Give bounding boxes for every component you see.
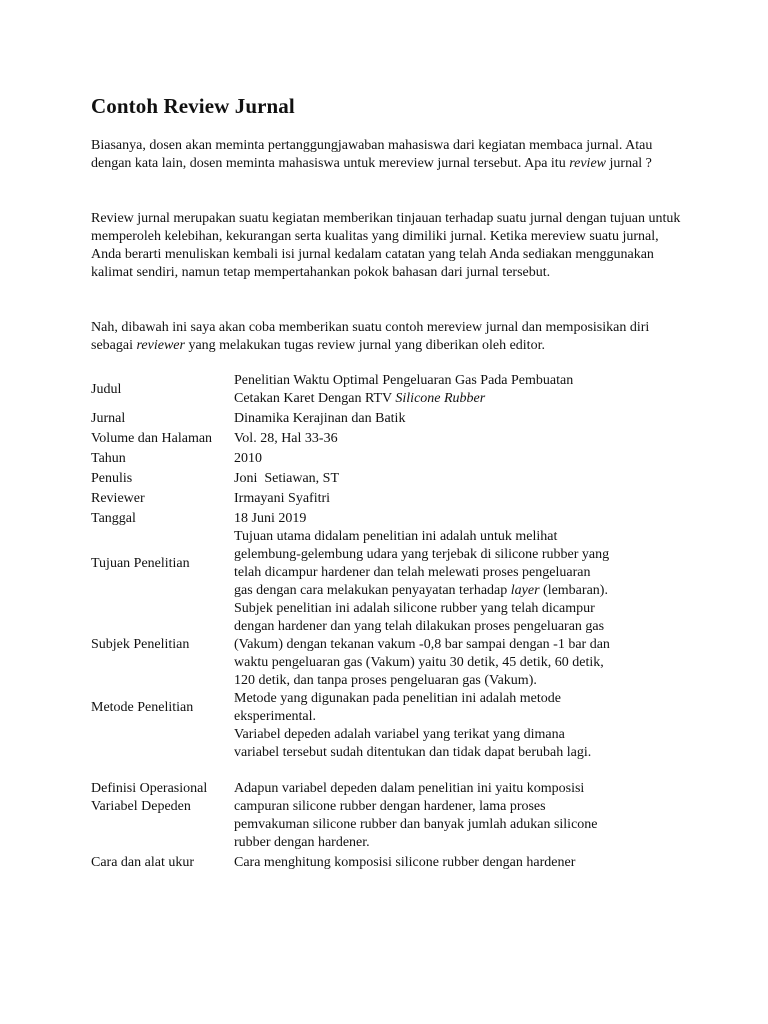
review-table <box>91 372 691 872</box>
row-label: Penulis <box>91 471 133 486</box>
tujuan-text-end: (lembaran). <box>539 583 608 598</box>
row-metode <box>91 690 691 726</box>
row-value: Vol. 28, Hal 33-36 <box>234 431 338 446</box>
row-value <box>234 372 612 408</box>
row-cara <box>91 854 691 872</box>
row-value: Joni Setiawan, ST <box>234 471 339 486</box>
definition-paragraph: Review jurnal merupakan suatu kegiatan memberikan tinjauan terhadap suatu jurnal dengan tujuan untuk memperoleh kelebihan, kekurangan serta kualitas yang dimiliki jurnal. Ketika mereview suatu jurnal, Anda berarti menuliskan kembali isi jurnal kedalam catatan yang telah Anda sediakan menggunakan kalimat sendiri, namun tetap mempertahankan pokok bahasan dari jurnal tersebut. <box>91 211 681 280</box>
row-label: Reviewer <box>91 491 145 506</box>
row-label: Metode Penelitian <box>91 700 194 715</box>
row-subjek <box>91 600 691 690</box>
row-label: Volume dan Halaman <box>91 431 213 446</box>
row-label: Tanggal <box>91 511 136 526</box>
row-label: Judul <box>91 382 122 397</box>
definisi-text: Variabel depeden adalah variabel yang terikat yang dimana variabel tersebut sudah ditentukan dan tidak dapat berubah lagi. <box>234 727 592 760</box>
intro-emphasis: review <box>569 156 607 171</box>
example-paragraph <box>91 319 681 355</box>
intro-text: Biasanya, dosen akan meminta pertanggungjawaban mahasiswa dari kegiatan membaca jurnal. Atau dengan kata lain, dosen meminta mahasiswa untuk mereview jurnal tersebut. Apa itu <box>91 138 653 171</box>
row-value: 2010 <box>234 451 262 466</box>
row-jurnal <box>91 410 691 428</box>
row-tahun <box>91 450 691 468</box>
row-value: Irmayani Syafitri <box>234 491 331 506</box>
row-volume <box>91 430 691 448</box>
row-value: 18 Juni 2019 <box>234 511 307 526</box>
row-value: Cara menghitung komposisi silicone rubber dengan hardener <box>234 855 576 870</box>
row-definisi <box>91 726 691 852</box>
example-text-end: yang melakukan tugas review jurnal yang diberikan oleh editor. <box>184 338 545 353</box>
row-label: Tujuan Penelitian <box>91 556 190 571</box>
row-label: Cara dan alat ukur <box>91 855 195 870</box>
judul-text: Penelitian Waktu Optimal Pengeluaran Gas Pada Pembuatan Cetakan Karet Dengan RTV <box>234 373 574 406</box>
tujuan-emphasis: layer <box>510 583 540 598</box>
definisi-label-2: Variabel Depeden <box>91 799 191 814</box>
judul-emphasis: Silicone Rubber <box>395 391 486 406</box>
intro-paragraph <box>91 137 681 173</box>
row-value: Dinamika Kerajinan dan Batik <box>234 411 406 426</box>
definisi-label-1: Definisi Operasional <box>91 781 208 796</box>
row-judul <box>91 372 691 408</box>
tujuan-text: Tujuan utama didalam penelitian ini adalah untuk melihat gelembung-gelembung udara yang terjebak di silicone rubber yang telah dicampur hardener dan telah melewati proses pengeluaran gas dengan cara melakukan penyayatan terhadap <box>234 529 610 598</box>
row-value: Subjek penelitian ini adalah silicone rubber yang telah dicampur dengan hardener dan yang telah dilakukan proses pengeluaran gas (Vakum) dengan tekanan vakum -0,8 bar sampai dengan -1 bar dan waktu pengeluaran gas (Vakum) yaitu 30 detik, 45 detik, 60 detik, 120 detik, dan tanpa proses pengeluaran gas (Vakum). <box>234 601 610 688</box>
definisi-text-2: Adapun variabel depeden dalam penelitian ini yaitu komposisi campuran silicone rubber dengan hardener, lama proses pemvakuman silicone rubber dan banyak jumlah adukan silicone rubber dengan hardener. <box>234 781 598 850</box>
intro-text-end: jurnal ? <box>606 156 652 171</box>
row-tanggal <box>91 510 691 528</box>
row-penulis <box>91 470 691 488</box>
row-reviewer <box>91 490 691 508</box>
row-value <box>234 528 612 600</box>
row-value <box>234 726 612 852</box>
row-label: Tahun <box>91 451 126 466</box>
page-title: Contoh Review Jurnal <box>91 94 295 118</box>
row-tujuan <box>91 528 691 600</box>
row-label <box>91 726 234 816</box>
example-text: Nah, dibawah ini saya akan coba memberikan suatu contoh mereview jurnal dan memposisikan diri sebagai <box>91 320 650 353</box>
row-label: Subjek Penelitian <box>91 637 190 652</box>
row-label: Jurnal <box>91 411 126 426</box>
example-emphasis: reviewer <box>136 338 185 353</box>
row-value: Metode yang digunakan pada penelitian ini adalah metode eksperimental. <box>234 691 561 724</box>
